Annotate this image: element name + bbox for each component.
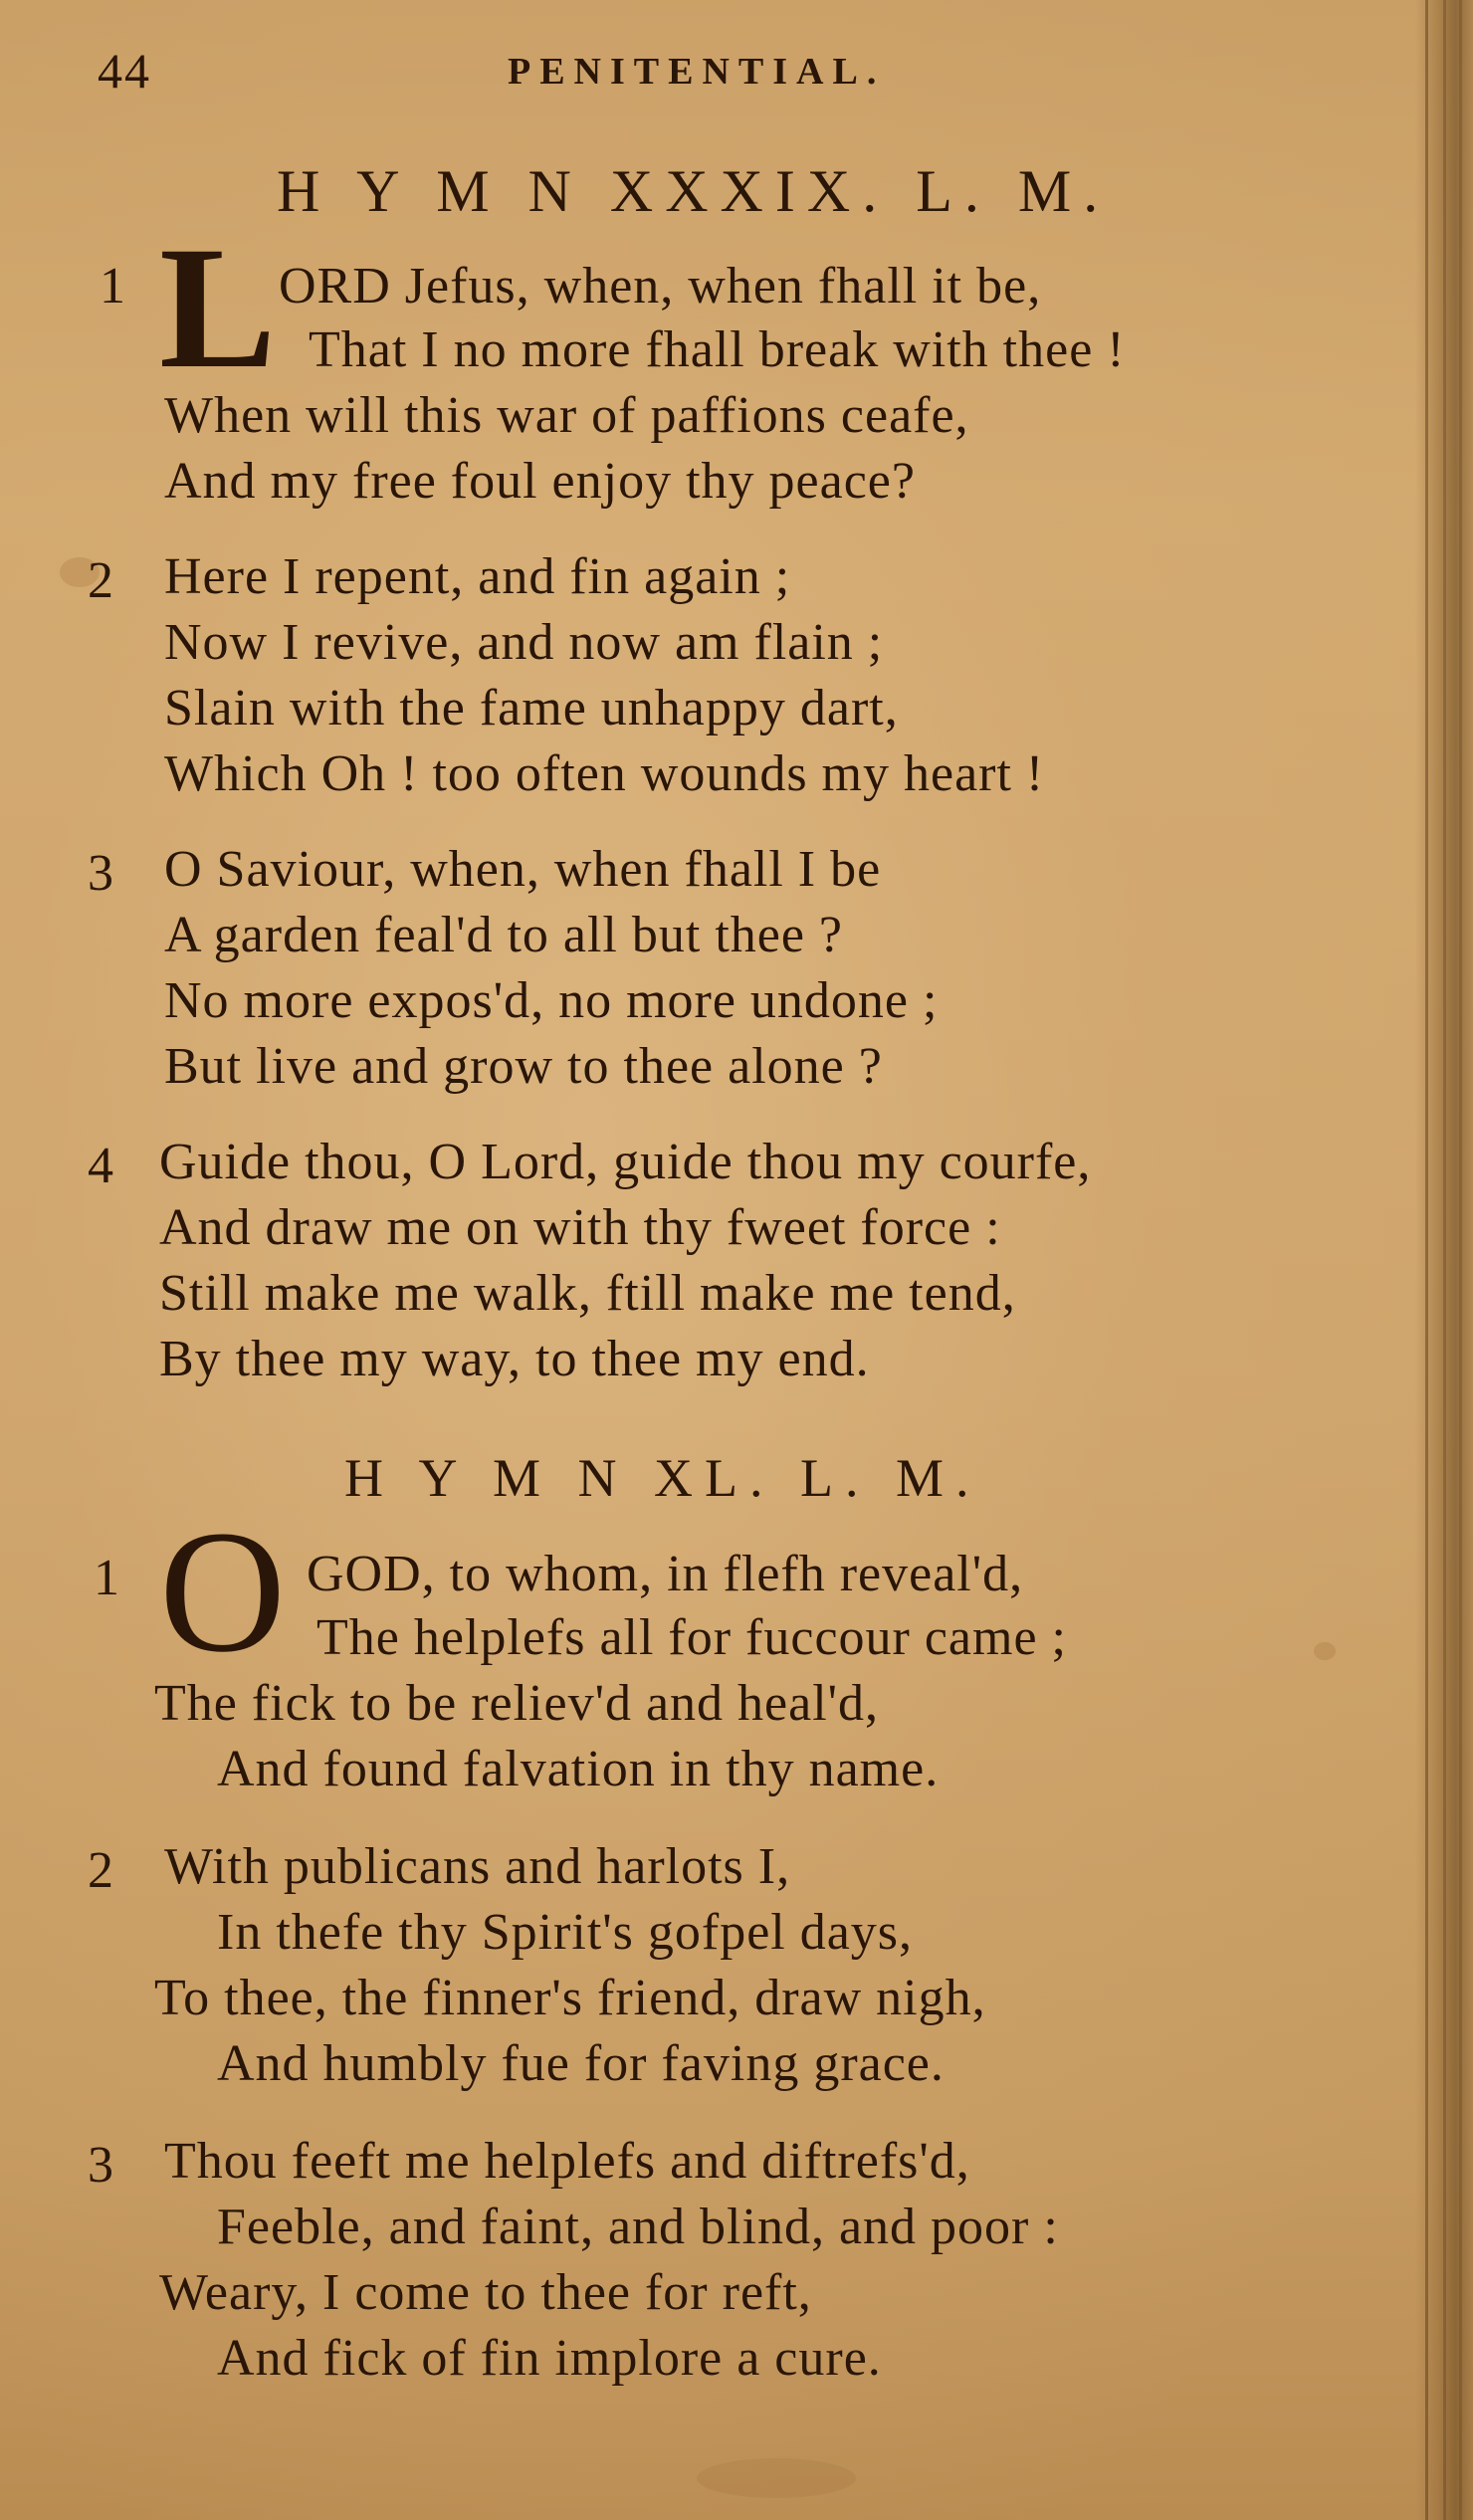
verse-line: Thou feeft me helplefs and diftrefs'd, bbox=[164, 2133, 970, 2190]
verse-line: GOD, to whom, in flefh reveal'd, bbox=[307, 1546, 1024, 1602]
verse-line: That I no more fhall break with thee ! bbox=[309, 321, 1126, 378]
verse-number: 4 bbox=[88, 1138, 113, 1194]
verse-line: And humbly fue for faving grace. bbox=[217, 2035, 945, 2092]
verse-line: The helplefs all for fuccour came ; bbox=[316, 1609, 1067, 1666]
verse-line: Guide thou, O Lord, guide thou my courfe, bbox=[159, 1134, 1092, 1190]
hymn-title: H Y M N XXXIX. L. M. bbox=[277, 158, 1111, 224]
section-title: PENITENTIAL. bbox=[508, 51, 886, 93]
verse-line: Weary, I come to thee for reft, bbox=[159, 2264, 812, 2321]
page-gutter-edge bbox=[1415, 0, 1473, 2520]
verse-number: 3 bbox=[88, 2137, 113, 2194]
verse-line: And my free foul enjoy thy peace? bbox=[164, 453, 916, 510]
verse-line: With publicans and harlots I, bbox=[164, 1838, 791, 1895]
hymn-title: H Y M N XL. L. M. bbox=[344, 1448, 981, 1508]
verse-line: Here I repent, and fin again ; bbox=[164, 548, 791, 605]
verse-line: And found falvation in thy name. bbox=[217, 1741, 940, 1797]
verse-line: By thee my way, to thee my end. bbox=[159, 1331, 870, 1387]
verse-line: No more expos'd, no more undone ; bbox=[164, 972, 939, 1029]
verse-line: In thefe thy Spirit's gofpel days, bbox=[217, 1904, 914, 1961]
paper-stain bbox=[1314, 1642, 1336, 1660]
verse-line: The fick to be reliev'd and heal'd, bbox=[154, 1675, 880, 1732]
verse-line: Feeble, and faint, and blind, and poor : bbox=[217, 2199, 1059, 2255]
verse-line: Slain with the fame unhappy dart, bbox=[164, 680, 899, 736]
verse-number: 1 bbox=[94, 1550, 119, 1606]
drop-cap: O bbox=[159, 1495, 287, 1689]
verse-number: 2 bbox=[88, 552, 113, 609]
verse-number: 2 bbox=[88, 1842, 113, 1899]
verse-line: And draw me on with thy fweet force : bbox=[159, 1199, 1001, 1256]
verse-number: 3 bbox=[88, 845, 113, 902]
verse-line: But live and grow to thee alone ? bbox=[164, 1038, 883, 1095]
paper-stain bbox=[697, 2458, 856, 2498]
verse-line: ORD Jefus, when, when fhall it be, bbox=[279, 258, 1042, 315]
verse-number: 1 bbox=[100, 258, 125, 315]
verse-line: Which Oh ! too often wounds my heart ! bbox=[164, 745, 1045, 802]
verse-line: Now I revive, and now am flain ; bbox=[164, 614, 884, 671]
verse-line: A garden feal'd to all but thee ? bbox=[164, 907, 844, 963]
verse-line: To thee, the finner's friend, draw nigh, bbox=[154, 1970, 986, 2026]
verse-line: Still make me walk, ftill make me tend, bbox=[159, 1265, 1016, 1322]
verse-line: O Saviour, when, when fhall I be bbox=[164, 841, 882, 898]
page-number: 44 bbox=[98, 43, 151, 99]
drop-cap: L bbox=[159, 211, 277, 405]
verse-line: And fick of fin implore a cure. bbox=[217, 2330, 882, 2387]
verse-line: When will this war of paffions ceafe, bbox=[164, 387, 969, 444]
running-head bbox=[0, 40, 1473, 100]
